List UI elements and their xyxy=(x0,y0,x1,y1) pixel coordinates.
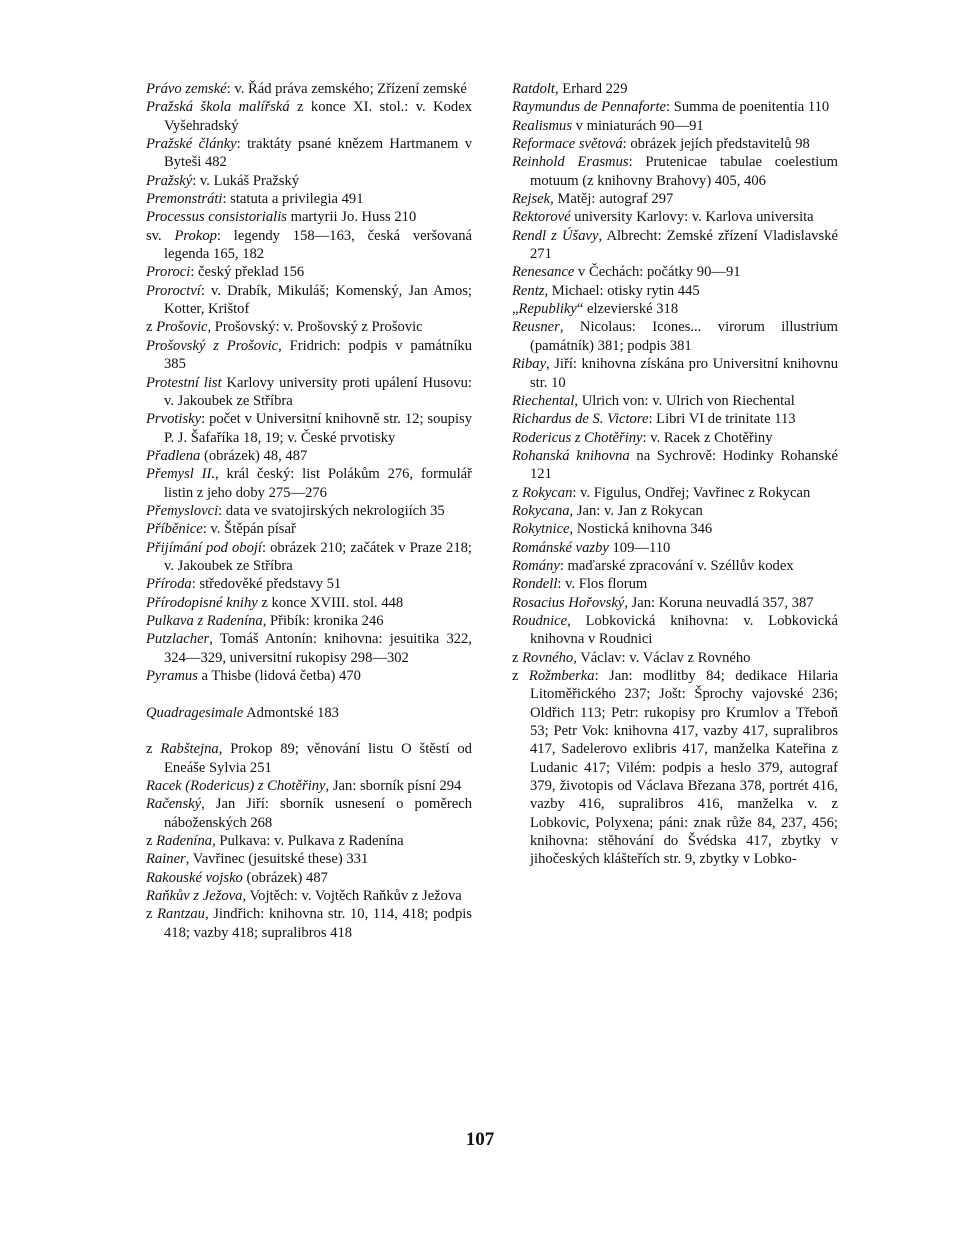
entry-text: , Jindřich: knihovna str. 10, 114, 418; podpis 418; vazby 418; supralibros 418 xyxy=(164,906,472,941)
entry-headword: Roudnice xyxy=(512,612,568,629)
entry-text: 109—110 xyxy=(608,539,671,556)
index-entry xyxy=(146,190,472,208)
entry-text: Karlovy university proti upálení Husovu: v. Jakoubek ze Stříbra xyxy=(164,374,472,409)
entry-headword: Rendl z Úšavy xyxy=(512,227,599,244)
entry-headword: Románské vazby xyxy=(512,539,609,556)
entry-text: , Jan Jiří: sborník usnesení o poměrech náboženských 268 xyxy=(164,796,472,831)
entry-text: , Jan: sborník písní 294 xyxy=(325,778,462,795)
entry-headword: Pražská škola malířská xyxy=(146,99,290,116)
entry-headword: Rakouské vojsko xyxy=(146,869,243,886)
index-entry xyxy=(146,282,472,319)
entry-headword: Příroda xyxy=(146,576,192,593)
entry-text: : statuta a privilegia 491 xyxy=(222,191,364,208)
index-entry xyxy=(512,484,838,502)
entry-text: “ elzevierské 318 xyxy=(576,301,679,318)
entry-headword: Příběnice xyxy=(146,521,203,538)
entry-headword: Rantzau xyxy=(157,906,205,923)
index-entry xyxy=(512,318,838,355)
entry-prefix: z xyxy=(146,906,158,923)
entry-headword: Protestní list xyxy=(146,374,222,391)
entry-prefix: z xyxy=(146,833,157,850)
entry-text: : v. Figulus, Ondřej; Vavřinec z Rokycan xyxy=(572,484,811,501)
index-entry xyxy=(146,795,472,832)
index-entry xyxy=(146,832,472,850)
entry-text: na Sychrově: Hodinky Rohanské 121 xyxy=(530,447,838,483)
entry-text: : v. Flos florum xyxy=(557,576,648,593)
index-entry xyxy=(512,667,838,869)
entry-headword: Rožmberka xyxy=(528,668,595,684)
index-entry xyxy=(146,410,472,447)
entry-text: z konce XI. stol.: v. Kodex Vyšehradský xyxy=(164,99,472,134)
entry-headword: Rohanská knihovna xyxy=(512,447,630,464)
entry-headword: Putzlacher xyxy=(146,631,210,648)
entry-headword: Racek (Rodericus) z Chotěřiny xyxy=(146,778,326,795)
entry-headword: Radenína xyxy=(156,833,213,850)
entry-text: : v. Řád práva zemského; Zřízení zemské xyxy=(226,81,467,97)
entry-headword: Raymundus de Pennaforte xyxy=(512,99,667,116)
entry-headword: Přadlena xyxy=(146,447,201,464)
entry-text: (obrázek) 487 xyxy=(242,869,328,886)
index-entry xyxy=(146,263,472,281)
entry-text: : v. Lukáš Pražský xyxy=(192,172,300,189)
index-entry xyxy=(512,447,838,484)
entry-headword: Quadragesimale xyxy=(146,704,244,721)
entry-text: v miniaturách 90—91 xyxy=(572,117,704,134)
entry-headword: Rokytnice xyxy=(512,521,570,538)
entry-headword: Ratdolt xyxy=(512,81,555,97)
index-entry xyxy=(512,429,838,447)
index-entry xyxy=(146,80,472,98)
index-entry xyxy=(512,300,838,318)
index-entry xyxy=(512,612,838,649)
entry-text: , Prošovský: v. Prošovský z Prošovic xyxy=(207,319,423,336)
entry-headword: Pulkava z Radenína xyxy=(146,612,263,629)
entry-text: , Přibík: kronika 246 xyxy=(262,612,384,629)
entry-text: : český překlad 156 xyxy=(190,264,305,281)
entry-prefix: z xyxy=(146,741,161,758)
entry-headword: Reformace světová xyxy=(512,136,623,153)
entry-headword: Proroci xyxy=(146,264,191,281)
entry-text: , Prokop 89; věnování listu O štěstí od Eneáše Sylvia 251 xyxy=(164,741,472,776)
entry-text: , Jan: v. Jan z Rokycan xyxy=(569,502,703,519)
entry-headword: Rokycan xyxy=(522,484,573,501)
entry-text: : Prutenicae tabulae coelestium motuum (z knihovny Brahovy) 405, 406 xyxy=(530,154,838,189)
entry-prefix: „ xyxy=(512,301,519,318)
entry-text: : Summa de poenitentia 110 xyxy=(666,99,830,116)
index-entry xyxy=(146,740,472,777)
index-entry xyxy=(146,374,472,411)
entry-headword: Rainer xyxy=(146,851,186,868)
entry-headword: Přírodopisné knihy xyxy=(146,594,258,611)
entry-headword: Rejsek xyxy=(512,191,551,208)
entry-prefix: z xyxy=(146,319,157,336)
index-entry xyxy=(512,392,838,410)
entry-headword: Raňkův z Ježova xyxy=(146,888,243,905)
entry-text: : obrázek 210; začátek v Praze 218; v. Jakoubek ze Stříbra xyxy=(164,539,472,574)
index-entry xyxy=(512,208,838,226)
entry-text: a Thisbe (lidová četba) 470 xyxy=(197,668,361,684)
entry-headword: Processus consistorialis xyxy=(146,209,287,226)
index-entry xyxy=(146,135,472,172)
section-gap xyxy=(146,685,472,703)
index-entry xyxy=(146,337,472,374)
entry-text: : traktáty psané knězem Hartmanem v Byteši 482 xyxy=(164,136,472,171)
index-entry xyxy=(146,227,472,264)
entry-prefix: z xyxy=(512,484,523,501)
index-entry xyxy=(146,905,472,942)
entry-text: : data ve svatojirských nekrologiích 35 xyxy=(218,502,445,519)
entry-headword: Prošovic xyxy=(156,319,208,336)
index-entry xyxy=(146,98,472,135)
entry-headword: Riechental xyxy=(512,392,575,409)
entry-text: : Libri VI de trinitate 113 xyxy=(648,411,796,428)
entry-text: , Vavřinec (jesuitské these) 331 xyxy=(185,851,369,868)
index-entry xyxy=(146,667,472,685)
entry-text: : v. Racek z Chotěřiny xyxy=(642,429,773,446)
entry-headword: Renesance xyxy=(512,264,575,281)
index-entry xyxy=(512,98,838,116)
entry-text: , Albrecht: Zemské zřízení Vladislavské 271 xyxy=(530,227,838,263)
entry-headword: Proroctví xyxy=(146,282,201,299)
entry-prefix: sv. xyxy=(146,227,175,244)
entry-text: : v. Štěpán písař xyxy=(202,521,296,538)
index-entry xyxy=(512,227,838,264)
entry-headword: Přijímání pod obojí xyxy=(146,539,262,556)
entry-text: : obrázek jejích představitelů 98 xyxy=(622,136,810,153)
entry-headword: Prvotisky xyxy=(146,411,202,428)
entry-text: : počet v Universitní knihovně str. 12; soupisy P. J. Šafaříka 18, 19; v. České prvotisky xyxy=(164,411,472,446)
index-entry xyxy=(146,869,472,887)
entry-text: , Michael: otisky rytin 445 xyxy=(544,282,700,299)
index-entry xyxy=(512,135,838,153)
entry-text: : Jan: modlitby 84; dedikace Hilaria Litoměřického 237; Jošt: Šprochy vajovské 236; Oldřich 113; Petr: rukopisy pro Krumlov a Třeboň 53; Petr Vok: knihovna 417, vazby 417, supralibros 417, Sadelerovo exlibris 417, manželka Kateřina z Ludanic 417; Vilém: podpis a heslo 379, autograf 379, životopis od Václava Březana 378, portrét 416, vazby 416, supralibros 416, manželka v. z Lobkovic, Polyxena; páni: znak růže 84, 237, 456; knihovna: stěhování do Švédska 417, zbytky v jihočeských klášteřích str. 9, zbytky v Lobko- xyxy=(530,668,838,868)
entry-headword: Premonstráti xyxy=(146,191,223,208)
index-entry xyxy=(146,850,472,868)
entry-text: , Erhard 229 xyxy=(554,81,628,97)
entry-headword: Právo zemské xyxy=(146,81,227,97)
index-entry xyxy=(146,520,472,538)
entry-headword: Romány xyxy=(512,557,560,574)
entry-headword: Rabštejna xyxy=(160,741,219,758)
entry-headword: Přemyslovci xyxy=(146,502,219,519)
entry-text: , Jiří: knihovna získána pro Universitní knihovnu str. 10 xyxy=(530,356,838,391)
entry-headword: Republiky xyxy=(518,301,577,318)
entry-headword: Pyramus xyxy=(146,668,198,684)
index-entry xyxy=(512,410,838,428)
entry-headword: Přemysl II. xyxy=(146,466,216,483)
entry-text: : středověké představy 51 xyxy=(191,576,342,593)
index-entry xyxy=(146,612,472,630)
entry-headword: Rokycana xyxy=(512,502,570,519)
entry-text: : maďarské zpracování v. Széllův kodex xyxy=(559,557,794,574)
entry-text: , Vojtěch: v. Vojtěch Raňkův z Ježova xyxy=(242,888,462,905)
entry-text: , Nicolaus: Icones... virorum illustrium (památník) 381; podpis 381 xyxy=(530,319,838,354)
index-entry xyxy=(512,520,838,538)
index-column-right xyxy=(512,80,838,869)
entry-headword: Račenský xyxy=(146,796,202,813)
entry-headword: Pražský xyxy=(146,172,193,189)
entry-headword: Reusner xyxy=(512,319,560,336)
entry-headword: Rovného xyxy=(522,649,574,666)
entry-text: , Ulrich von: v. Ulrich von Riechental xyxy=(574,392,795,409)
entry-prefix: z xyxy=(512,649,523,666)
page-number: 107 xyxy=(465,1129,495,1150)
entry-text: z konce XVIII. stol. 448 xyxy=(257,594,404,611)
entry-headword: Reinhold Erasmus xyxy=(512,154,629,171)
entry-headword: Rosacius Hořovský xyxy=(512,594,625,611)
entry-text: Admontské 183 xyxy=(243,704,339,721)
entry-headword: Prošovský z Prošovic xyxy=(146,337,279,354)
index-entry xyxy=(512,282,838,300)
entry-text: , král český: list Polákům 276, formulář listin z jeho doby 275—276 xyxy=(164,466,472,501)
entry-text: : legendy 158—163, česká veršovaná legenda 165, 182 xyxy=(164,227,473,263)
entry-headword: Ribay xyxy=(512,356,547,373)
index-entry xyxy=(512,557,838,575)
section-gap xyxy=(146,722,472,740)
index-entry xyxy=(512,575,838,593)
index-entry xyxy=(146,539,472,576)
index-entry xyxy=(512,80,838,98)
index-column-left xyxy=(146,80,472,942)
index-entry xyxy=(512,153,838,190)
index-entry xyxy=(512,263,838,281)
index-entry xyxy=(146,318,472,336)
entry-text: v Čechách: počátky 90—91 xyxy=(574,264,741,281)
entry-text: , Václav: v. Václav z Rovného xyxy=(573,649,751,666)
index-entry xyxy=(512,355,838,392)
index-entry xyxy=(146,502,472,520)
entry-text: (obrázek) 48, 487 xyxy=(200,447,308,464)
index-entry xyxy=(512,502,838,520)
index-entry xyxy=(512,649,838,667)
entry-headword: Rentz xyxy=(512,282,545,299)
entry-headword: Prokop xyxy=(174,227,217,244)
index-entry xyxy=(146,172,472,190)
entry-text: university Karlovy: v. Karlova universita xyxy=(570,209,814,226)
entry-text: , Lobkovická knihovna: v. Lobkovická knihovna v Roudnici xyxy=(530,612,838,648)
entry-text: martyrii Jo. Huss 210 xyxy=(286,209,417,226)
entry-text: , Tomáš Antonín: knihovna: jesuitika 322, 324—329, universitní rukopisy 298—302 xyxy=(164,631,472,666)
index-entry xyxy=(146,465,472,502)
index-entry xyxy=(146,777,472,795)
entry-text: , Fridrich: podpis v památníku 385 xyxy=(164,337,472,373)
index-entry xyxy=(146,887,472,905)
index-entry xyxy=(146,208,472,226)
entry-headword: Realismus xyxy=(512,117,572,134)
entry-text: , Nostická knihovna 346 xyxy=(569,521,713,538)
entry-text: , Jan: Koruna neuvadlá 357, 387 xyxy=(624,594,814,611)
entry-headword: Pražské články xyxy=(146,136,237,153)
entry-headword: Rektorové xyxy=(512,209,571,226)
index-entry xyxy=(146,575,472,593)
index-entry xyxy=(512,594,838,612)
entry-prefix: z xyxy=(512,668,529,684)
index-entry xyxy=(146,447,472,465)
entry-headword: Richardus de S. Victore xyxy=(512,411,649,428)
entry-headword: Rodericus z Chotěřiny xyxy=(512,429,643,446)
index-entry xyxy=(146,630,472,667)
index-entry xyxy=(512,190,838,208)
entry-text: , Pulkava: v. Pulkava z Radenína xyxy=(212,833,404,850)
entry-text: , Matěj: autograf 297 xyxy=(550,191,674,208)
entry-headword: Rondell xyxy=(512,576,558,593)
index-entry xyxy=(512,539,838,557)
entry-text: : v. Drabík, Mikuláš; Komenský, Jan Amos; Kotter, Krištof xyxy=(164,282,472,318)
index-entry xyxy=(146,594,472,612)
index-entry xyxy=(512,117,838,135)
index-entry xyxy=(146,704,472,722)
